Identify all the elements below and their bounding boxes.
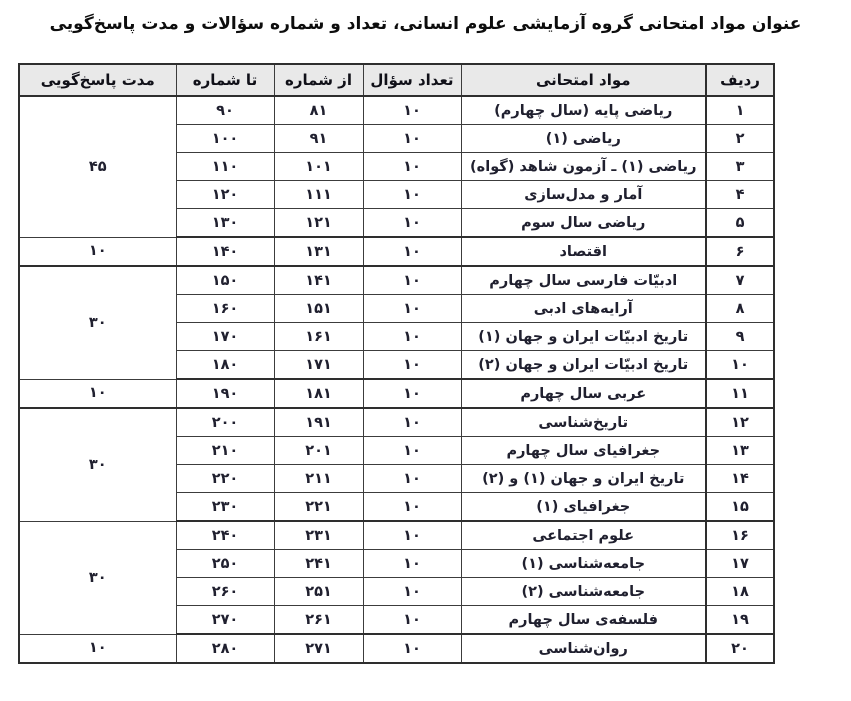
duration-cell: ۱۰ [19,379,176,408]
row-number-cell: ۶ [706,237,774,266]
row-number-cell: ۱ [706,96,774,125]
question-count-cell: ۱۰ [363,408,461,437]
from-number-cell: ۲۷۱ [274,634,363,663]
duration-cell: ۳۰ [19,266,176,379]
row-number-cell: ۱۵ [706,493,774,522]
row-number-cell: ۱۱ [706,379,774,408]
table-header-row [19,64,774,96]
subject-cell: ریاضی سال سوم [461,209,706,238]
to-number-cell: ۲۲۰ [176,465,274,493]
from-number-cell: ۱۴۱ [274,266,363,295]
table-row [19,379,774,408]
question-count-cell: ۱۰ [363,209,461,238]
subject-cell: تاریخ‌شناسی [461,408,706,437]
subject-cell: جامعه‌شناسی (۱) [461,550,706,578]
question-count-cell: ۱۰ [363,437,461,465]
row-number-cell: ۲ [706,125,774,153]
row-number-cell: ۱۰ [706,351,774,380]
from-number-cell: ۲۴۱ [274,550,363,578]
question-count-cell: ۱۰ [363,634,461,663]
subject-cell: عربی سال چهارم [461,379,706,408]
column-header-duration: مدت پاسخ‌گویی [19,64,176,96]
table-row [19,521,774,550]
table-row [19,237,774,266]
from-number-cell: ۱۹۱ [274,408,363,437]
from-number-cell: ۹۱ [274,125,363,153]
to-number-cell: ۱۸۰ [176,351,274,380]
subject-cell: تاریخ ادبیّات ایران و جهان (۱) [461,323,706,351]
from-number-cell: ۱۷۱ [274,351,363,380]
to-number-cell: ۲۱۰ [176,437,274,465]
from-number-cell: ۱۳۱ [274,237,363,266]
row-number-cell: ۹ [706,323,774,351]
column-header-row-number: ردیف [706,64,774,96]
column-header-question-count: تعداد سؤال [363,64,461,96]
to-number-cell: ۱۲۰ [176,181,274,209]
question-count-cell: ۱۰ [363,351,461,380]
from-number-cell: ۱۸۱ [274,379,363,408]
question-count-cell: ۱۰ [363,153,461,181]
to-number-cell: ۲۵۰ [176,550,274,578]
to-number-cell: ۱۰۰ [176,125,274,153]
question-count-cell: ۱۰ [363,181,461,209]
to-number-cell: ۲۷۰ [176,606,274,635]
to-number-cell: ۲۸۰ [176,634,274,663]
subject-cell: تاریخ ایران و جهان (۱) و (۲) [461,465,706,493]
duration-cell: ۳۰ [19,408,176,521]
question-count-cell: ۱۰ [363,550,461,578]
from-number-cell: ۱۰۱ [274,153,363,181]
duration-cell: ۴۵ [19,96,176,237]
row-number-cell: ۱۴ [706,465,774,493]
from-number-cell: ۱۵۱ [274,295,363,323]
column-header-to-number: تا شماره [176,64,274,96]
subject-cell: جغرافیای سال چهارم [461,437,706,465]
row-number-cell: ۲۰ [706,634,774,663]
to-number-cell: ۱۶۰ [176,295,274,323]
duration-cell: ۱۰ [19,634,176,663]
question-count-cell: ۱۰ [363,323,461,351]
row-number-cell: ۱۲ [706,408,774,437]
row-number-cell: ۳ [706,153,774,181]
table-row [19,408,774,437]
to-number-cell: ۲۳۰ [176,493,274,522]
question-count-cell: ۱۰ [363,96,461,125]
from-number-cell: ۱۱۱ [274,181,363,209]
row-number-cell: ۷ [706,266,774,295]
subject-cell: ریاضی (۱) ـ آزمون شاهد (گواه) [461,153,706,181]
subject-cell: اقتصاد [461,237,706,266]
question-count-cell: ۱۰ [363,237,461,266]
question-count-cell: ۱۰ [363,606,461,635]
row-number-cell: ۱۳ [706,437,774,465]
subject-cell: ادبیّات فارسی سال چهارم [461,266,706,295]
row-number-cell: ۱۶ [706,521,774,550]
table-row [19,634,774,663]
to-number-cell: ۹۰ [176,96,274,125]
to-number-cell: ۱۴۰ [176,237,274,266]
from-number-cell: ۲۵۱ [274,578,363,606]
to-number-cell: ۱۱۰ [176,153,274,181]
question-count-cell: ۱۰ [363,266,461,295]
duration-cell: ۳۰ [19,521,176,634]
question-count-cell: ۱۰ [363,493,461,522]
table-row [19,266,774,295]
exam-subjects-table [18,63,775,664]
from-number-cell: ۲۱۱ [274,465,363,493]
row-number-cell: ۵ [706,209,774,238]
subject-cell: علوم اجتماعی [461,521,706,550]
to-number-cell: ۱۵۰ [176,266,274,295]
table-row [19,96,774,125]
row-number-cell: ۱۸ [706,578,774,606]
row-number-cell: ۱۷ [706,550,774,578]
question-count-cell: ۱۰ [363,578,461,606]
subject-cell: فلسفه‌ی سال چهارم [461,606,706,635]
question-count-cell: ۱۰ [363,521,461,550]
subject-cell: ریاضی پایه (سال چهارم) [461,96,706,125]
from-number-cell: ۲۰۱ [274,437,363,465]
subject-cell: روان‌شناسی [461,634,706,663]
document-title: عنوان مواد امتحانی گروه آزمایشی علوم انسانی، تعداد و شماره سؤالات و مدت پاسخ‌گویی [49,14,802,34]
subject-cell: جغرافیای (۱) [461,493,706,522]
to-number-cell: ۱۹۰ [176,379,274,408]
subject-cell: ریاضی (۱) [461,125,706,153]
from-number-cell: ۲۳۱ [274,521,363,550]
to-number-cell: ۱۷۰ [176,323,274,351]
question-count-cell: ۱۰ [363,379,461,408]
subject-cell: تاریخ ادبیّات ایران و جهان (۲) [461,351,706,380]
row-number-cell: ۱۹ [706,606,774,635]
from-number-cell: ۲۶۱ [274,606,363,635]
column-header-from-number: از شماره [274,64,363,96]
table-body [19,96,774,663]
to-number-cell: ۱۳۰ [176,209,274,238]
to-number-cell: ۲۴۰ [176,521,274,550]
question-count-cell: ۱۰ [363,295,461,323]
subject-cell: آرایه‌های ادبی [461,295,706,323]
question-count-cell: ۱۰ [363,125,461,153]
to-number-cell: ۲۶۰ [176,578,274,606]
duration-cell: ۱۰ [19,237,176,266]
from-number-cell: ۱۶۱ [274,323,363,351]
to-number-cell: ۲۰۰ [176,408,274,437]
from-number-cell: ۸۱ [274,96,363,125]
question-count-cell: ۱۰ [363,465,461,493]
column-header-subject: مواد امتحانی [461,64,706,96]
row-number-cell: ۸ [706,295,774,323]
row-number-cell: ۴ [706,181,774,209]
from-number-cell: ۲۲۱ [274,493,363,522]
subject-cell: جامعه‌شناسی (۲) [461,578,706,606]
subject-cell: آمار و مدل‌سازی [461,181,706,209]
from-number-cell: ۱۲۱ [274,209,363,238]
